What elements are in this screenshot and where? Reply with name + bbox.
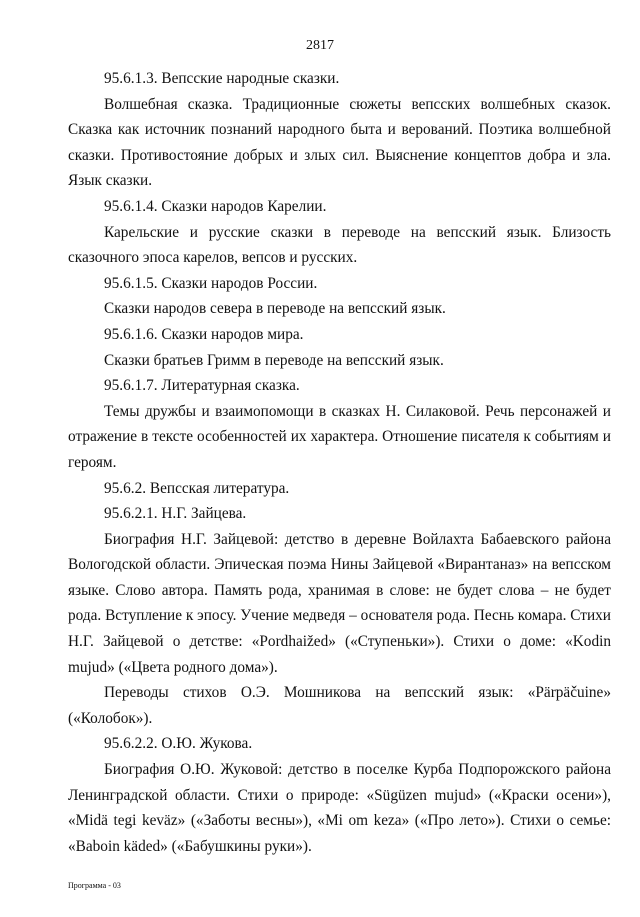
paragraph: Волшебная сказка. Традиционные сюжеты вепсских волшебных сказок. Сказка как источник познаний народного быта и верований. Поэтика волшебной сказки. Противостояние добрых и злых сил. Выяснение концептов добра и зла. Язык сказки. [68,95,611,190]
heading-95-6-2-1: 95.6.2.1. Н.Г. Зайцева. [104,505,247,523]
paragraph: Сказки братьев Гримм в переводе на вепсский язык. [104,351,444,369]
heading-95-6-1-3: 95.6.1.3. Вепсские народные сказки. [104,70,340,87]
heading-95-6-1-7: 95.6.1.7. Литературная сказка. [104,377,300,395]
heading-95-6-2: 95.6.2. Вепсская литература. [104,479,290,497]
heading-95-6-1-4: 95.6.1.4. Сказки народов Карелии. [104,197,327,215]
paragraph: Переводы стихов О.Э. Мошникова на вепсский язык: «Pärpäčuine» («Колобок»). [68,684,611,727]
paragraph: Темы дружбы и взаимопомощи в сказках Н. Силаковой. Речь персонажей и отражение в тексте особенностей их характера. Отношение писателя к событиям и героям. [68,402,611,471]
footer-label: Программа - 03 [68,881,121,890]
page-number: 2817 [306,38,334,53]
heading-95-6-1-6: 95.6.1.6. Сказки народов мира. [104,325,304,343]
heading-95-6-1-5: 95.6.1.5. Сказки народов России. [104,274,318,292]
paragraph: Биография О.Ю. Жуковой: детство в поселке Курба Подпорожского района Ленинградской области. Стихи о природе: «Sügüzen mujud» («Краски осени»), «Midä tegi keväz» («Заботы весны»), «Mi om keza» («Про лето»). Стихи о семье: «Baboin käded» («Бабушкины руки»). [68,761,611,855]
paragraph: Биография Н.Г. Зайцевой: детство в деревне Войлахта Бабаевского района Вологодской области. Эпическая поэма Нины Зайцевой «Вирантаназ» на вепсском языке. Слово автора. Память рода, хранимая в слове: не будет слова – не будет рода. Вступление к эпосу. Учение медведя – основателя рода. Песнь комара. Стихи Н.Г. Зайцевой о детстве: «Pordhaižed» («Ступеньки»). Стихи о доме: «Kodin mujud» («Цвета родного дома»). [68,530,611,676]
heading-95-6-2-2: 95.6.2.2. О.Ю. Жукова. [104,735,253,753]
paragraph: Сказки народов севера в переводе на вепсский язык. [104,300,446,318]
paragraph: Карельские и русские сказки в переводе на вепсский язык. Близость сказочного эпоса карелов, вепсов и русских. [68,223,611,267]
body-text [68,66,611,859]
